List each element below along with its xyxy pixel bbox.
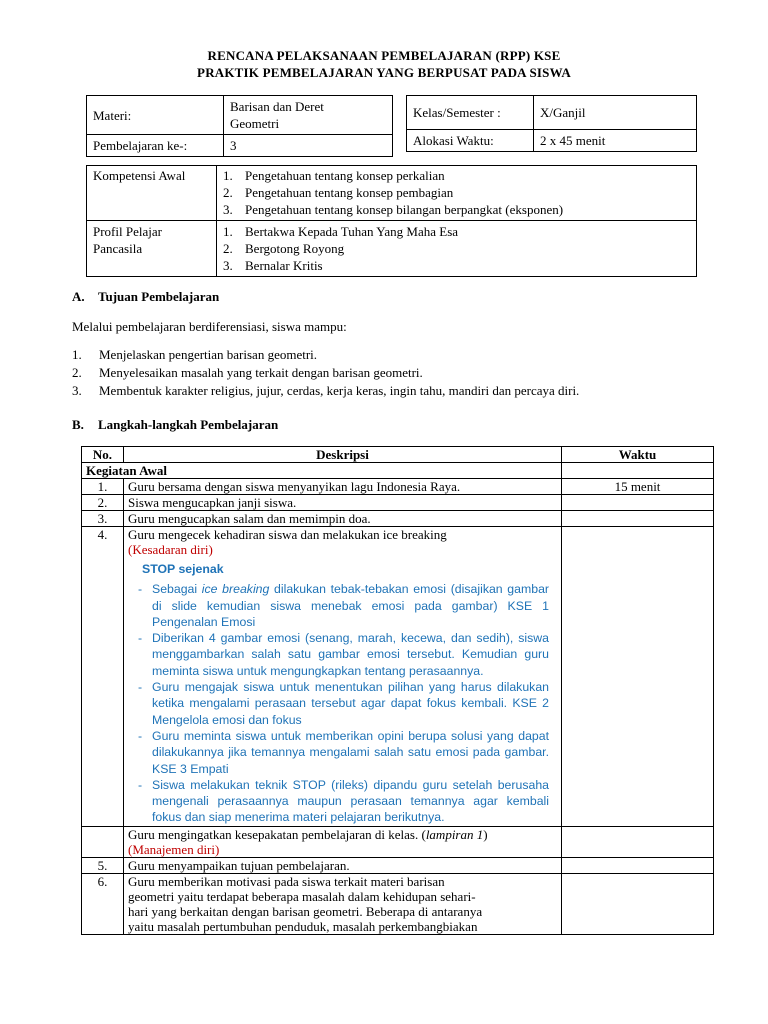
list-item: 3. Membentuk karakter religius, jujur, cerdas, kerja keras, ingin tahu, mandiri dan percaya diri. xyxy=(72,383,580,398)
steps-table xyxy=(81,446,714,935)
alokasi-value: 2 x 45 menit xyxy=(534,130,697,152)
section-a-intro: Melalui pembelajaran berdiferensiasi, siswa mampu: xyxy=(72,319,347,334)
col-header-desc: Deskripsi xyxy=(124,447,562,463)
materi-value-line2: Geometri xyxy=(230,116,280,131)
list-item: - Guru meminta siswa untuk memberikan opini berupa solusi yang dapat dilakukannya jika temannya mengalami salah satu emosi pada gambar. KSE 3 Empati xyxy=(128,728,557,777)
col-header-time: Waktu xyxy=(562,447,714,463)
section-b-heading: B. Langkah-langkah Pembelajaran xyxy=(72,417,279,432)
materi-value-line1: Barisan dan Deret xyxy=(230,99,324,114)
table-header-row xyxy=(82,447,714,463)
kompetensi-list-cell xyxy=(217,166,697,221)
kse-list xyxy=(128,581,557,825)
col-header-no: No. xyxy=(82,447,124,463)
list-item: - Guru mengajak siswa untuk menentukan pilihan yang harus dilakukan ketika mengalami perasaan tersebut agar dapat fokus kembali. KSE 2 Mengelola emosi dan fokus xyxy=(128,679,557,728)
dash-bullet-icon: - xyxy=(137,680,143,695)
list-item: - Siswa melakukan teknik STOP (rileks) dipandu guru setelah berusaha mengenali perasaannya maupun perasaan temannya agar kembali fokus dan siap menerima materi pelajaran berikutnya. xyxy=(128,777,557,826)
kse-activity-block xyxy=(128,561,557,826)
dash-bullet-icon: - xyxy=(137,582,143,597)
pembelajaran-label: Pembelajaran ke-: xyxy=(87,135,224,157)
kelas-label: Kelas/Semester : xyxy=(407,96,534,130)
section-a-heading: A. Tujuan Pembelajaran xyxy=(72,289,220,304)
kompetensi-list xyxy=(223,167,690,218)
table-row: 3. Guru mengucapkan salam dan memimpin doa. xyxy=(82,511,714,527)
profil-list-cell xyxy=(217,221,697,277)
list-item: 2. Bergotong Royong xyxy=(223,241,345,256)
table-row: 1. Guru bersama dengan siswa menyanyikan lagu Indonesia Raya. 15 menit xyxy=(82,479,714,495)
list-item: 2. Menyelesaikan masalah yang terkait dengan barisan geometri. xyxy=(72,365,423,380)
objectives-list xyxy=(72,346,732,400)
materi-label: Materi: xyxy=(87,96,224,135)
dash-bullet-icon: - xyxy=(137,728,143,743)
list-item: - Sebagai ice breaking dilakukan tebak-tebakan emosi (disajikan gambar di slide kemudian siswa menebak emosi pada gambar) KSE 1 Pengenalan Emosi xyxy=(128,581,557,630)
table-row xyxy=(82,463,714,479)
list-item: 1. Bertakwa Kepada Tuhan Yang Maha Esa xyxy=(223,224,459,239)
kompetensi-label: Kompetensi Awal xyxy=(87,166,217,221)
list-item: 1. Pengetahuan tentang konsep perkalian xyxy=(223,168,445,183)
profil-label: Profil Pelajar Pancasila xyxy=(87,221,217,277)
alokasi-label: Alokasi Waktu: xyxy=(407,130,534,152)
pembelajaran-value: 3 xyxy=(224,135,393,157)
list-item: 3. Pengetahuan tentang konsep bilangan berpangkat (eksponen) xyxy=(223,202,564,217)
duration-value: 15 menit xyxy=(562,479,714,495)
kelas-value: X/Ganjil xyxy=(534,96,697,130)
stop-title: STOP sejenak xyxy=(142,562,224,576)
info-table-left xyxy=(86,95,393,157)
document-subtitle: PRAKTIK PEMBELAJARAN YANG BERPUSAT PADA SISWA xyxy=(197,65,571,80)
dash-bullet-icon: - xyxy=(137,631,143,646)
list-item: 3. Bernalar Kritis xyxy=(223,258,323,273)
table-row: 5. Guru menyampaikan tujuan pembelajaran. xyxy=(82,857,714,873)
table-row: 4. Guru mengecek kehadiran siswa dan melakukan ice breaking (Kesadaran diri) STOP sejenak - Sebagai ice breaking dilakukan tebak-tebakan emosi (disajikan gambar di slide kemudian siswa menebak emosi pada gambar) KSE 1 Pengenalan Emosi - Diberikan 4 gambar emosi (senang, marah, kecewa, dan sedih), siswa menggambarkan salah satu gambar emosi tersebut. Kemudian guru meminta siswa untuk mengungkapkan tentang perasaannya. - Guru mengajak siswa untuk menentukan pilihan yang harus dilakukan ketika mengalami perasaan tersebut agar dapat fokus kembali. KSE 2 Mengelola emosi dan fokus - Guru meminta siswa untuk memberikan opini berupa solusi yang dapat dilakukannya jika temannya mengalami salah satu emosi pada gambar. KSE 3 Empati - Siswa melakukan teknik STOP (rileks) dipandu guru setelah berusaha mengenali perasaannya maupun perasaan temannya agar kembali fokus dan siap menerima materi pelajaran berikutnya. xyxy=(82,527,714,827)
list-item: - Diberikan 4 gambar emosi (senang, marah, kecewa, dan sedih), siswa menggambarkan salah satu gambar emosi tersebut. Kemudian guru meminta siswa untuk mengungkapkan tentang perasaannya. xyxy=(128,630,557,679)
competency-note: (Kesadaran diri) xyxy=(128,542,213,557)
table-row: 2. Siswa mengucapkan janji siswa. xyxy=(82,495,714,511)
table-row: Guru mengingatkan kesepakatan pembelajaran di kelas. (lampiran 1) (Manajemen diri) xyxy=(82,826,714,857)
competency-note: (Manajemen diri) xyxy=(128,841,220,857)
materi-value xyxy=(224,96,393,135)
profil-list xyxy=(223,223,690,274)
group-label: Kegiatan Awal xyxy=(82,463,562,479)
competency-table xyxy=(86,165,697,277)
info-table-right xyxy=(406,95,697,152)
list-item: 1. Menjelaskan pengertian barisan geometri. xyxy=(72,347,318,362)
document-title: RENCANA PELAKSANAAN PEMBELAJARAN (RPP) KSE xyxy=(207,48,561,63)
table-row: 6. Guru memberikan motivasi pada siswa terkait materi barisan geometri yaitu terdapat beberapa masalah dalam kehidupan sehari- hari yang berkaitan dengan barisan geometri. Beberapa di antaranya yaitu masalah pertumbuhan penduduk, masalah perkembangbiakan xyxy=(82,873,714,934)
list-item: 2. Pengetahuan tentang konsep pembagian xyxy=(223,185,454,200)
dash-bullet-icon: - xyxy=(137,777,143,792)
